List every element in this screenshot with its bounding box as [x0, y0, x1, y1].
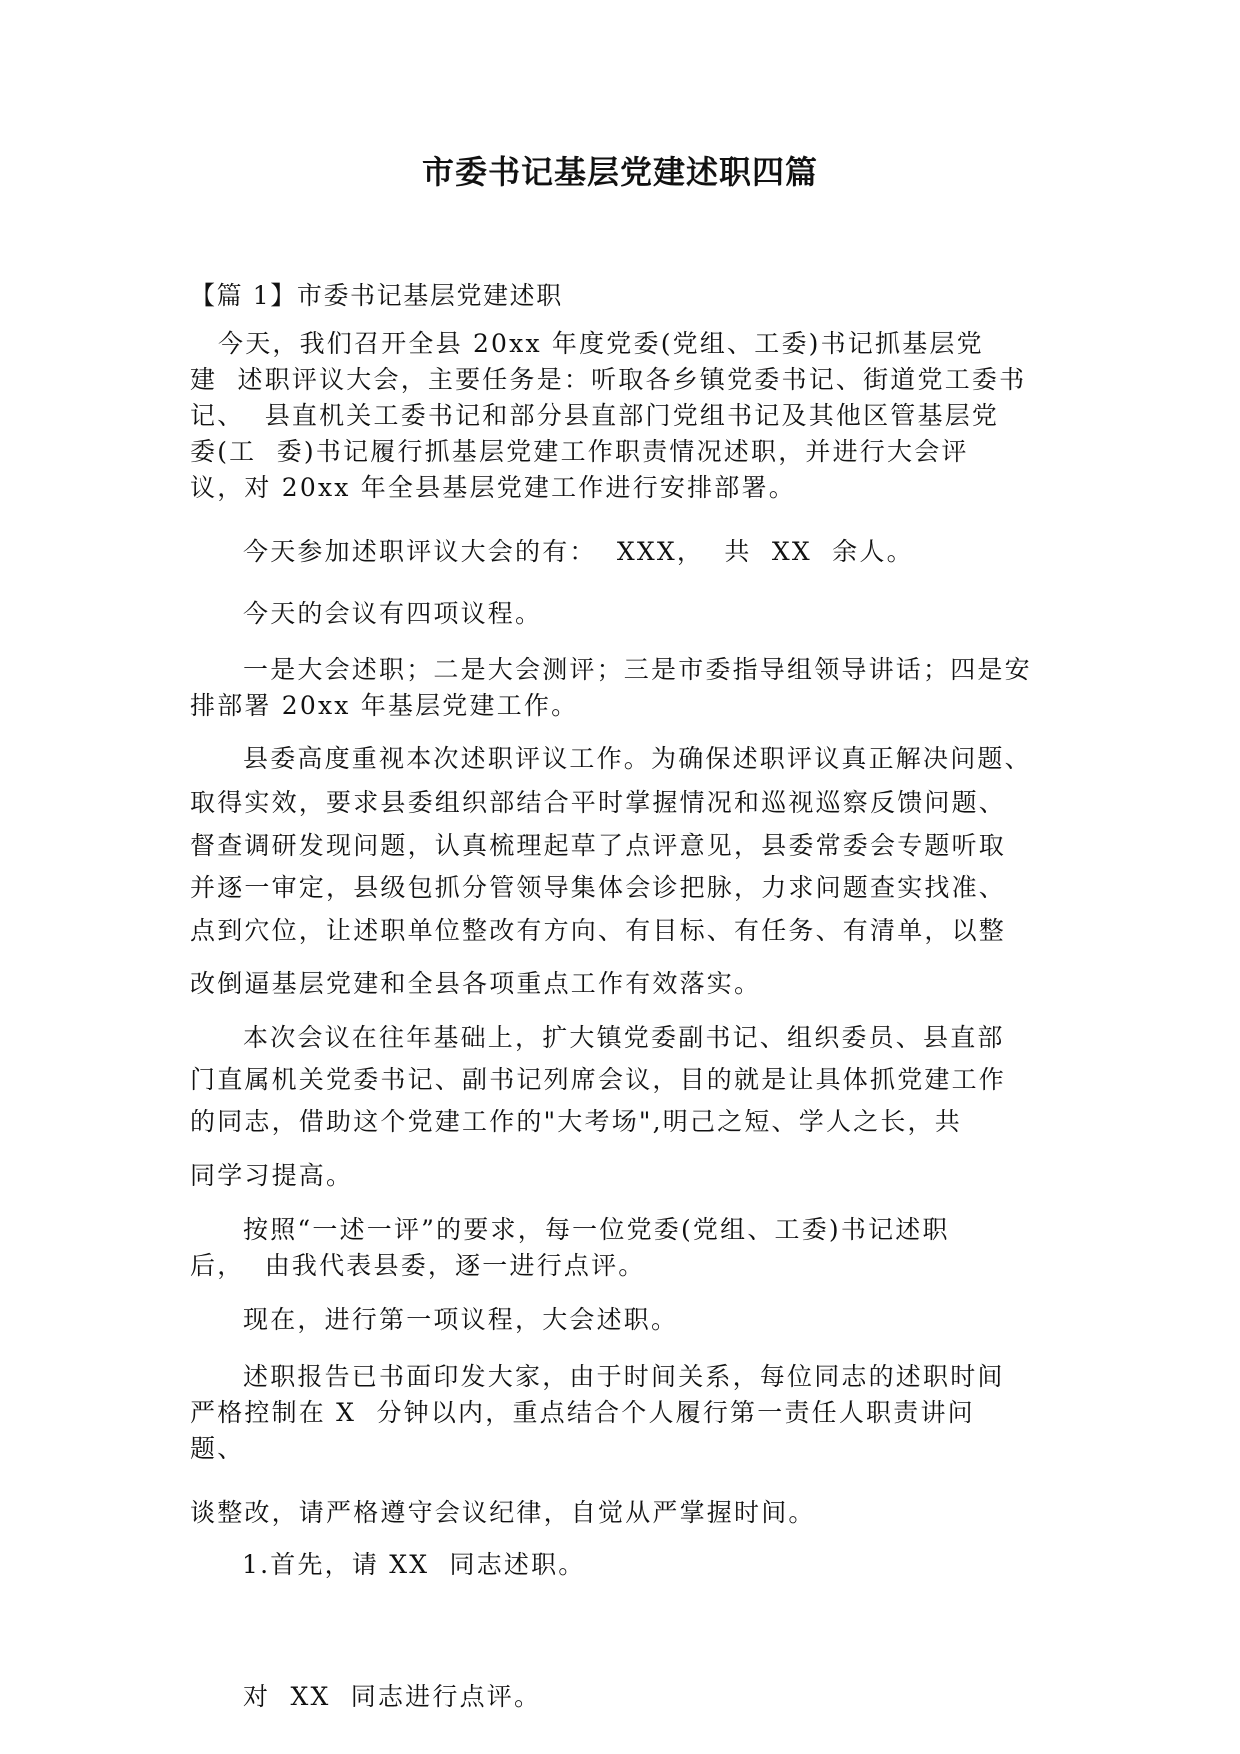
paragraph-line: 的同志，借助这个党建工作的"大考场",明己之短、学人之长，共	[190, 1107, 962, 1136]
paragraph-line: 取得实效，要求县委组织部结合平时掌握情况和巡视巡察反馈问题、	[190, 788, 1007, 817]
paragraph-line: 记、 县直机关工委书记和部分县直部门党组书记及其他区管基层党	[190, 401, 1000, 430]
paragraph-line: 严格控制在 X 分钟以内，重点结合个人履行第一责任人职责讲问	[190, 1398, 975, 1427]
paragraph-line: 同学习提高。	[190, 1161, 354, 1190]
paragraph-line: 县委高度重视本次述职评议工作。为确保述职评议真正解决问题、	[243, 744, 1032, 773]
paragraph-line: 题、	[190, 1434, 245, 1463]
paragraph-line: 议，对 20xx 年全县基层党建工作进行安排部署。	[190, 473, 796, 502]
paragraph-line: 点到穴位，让述职单位整改有方向、有目标、有任务、有清单，以整	[190, 916, 1007, 945]
paragraph-line: 后， 由我代表县委，逐一进行点评。	[190, 1251, 646, 1280]
paragraph-line: 述职报告已书面印发大家，由于时间关系，每位同志的述职时间	[243, 1362, 1005, 1391]
paragraph-line: 今天，我们召开全县 20xx 年度党委(党组、工委)书记抓基层党	[218, 329, 984, 358]
paragraph-line: 门直属机关党委书记、副书记列席会议，目的就是让具体抓党建工作	[190, 1065, 1007, 1094]
paragraph-line: 现在，进行第一项议程，大会述职。	[243, 1305, 679, 1334]
paragraph-line: 按照“一述一评”的要求，每一位党委(党组、工委)书记述职	[243, 1215, 950, 1244]
paragraph-line: 督查调研发现问题，认真梳理起草了点评意见，县委常委会专题听取	[190, 831, 1007, 860]
paragraph-line: 本次会议在往年基础上，扩大镇党委副书记、组织委员、县直部	[243, 1023, 1005, 1052]
section-heading: 【篇 1】市委书记基层党建述职	[190, 281, 563, 310]
paragraph-line: 并逐一审定，县级包抓分管领导集体会诊把脉，力求问题查实找准、	[190, 873, 1007, 902]
paragraph-line: 对 XX 同志进行点评。	[243, 1682, 542, 1711]
paragraph-line: 1.首先，请 XX 同志述职。	[242, 1550, 586, 1579]
paragraph-line: 今天的会议有四项议程。	[243, 599, 543, 628]
paragraph-line: 一是大会述职；二是大会测评；三是市委指导组领导讲话；四是安	[243, 655, 1032, 684]
paragraph-line: 建 述职评议大会，主要任务是：听取各乡镇党委书记、街道党工委书	[190, 365, 1027, 394]
paragraph-line: 今天参加述职评议大会的有： XXX， 共 XX 余人。	[243, 537, 914, 566]
paragraph-line: 排部署 20xx 年基层党建工作。	[190, 691, 579, 720]
paragraph-line: 谈整改，请严格遵守会议纪律，自觉从严掌握时间。	[190, 1498, 816, 1527]
document-title: 市委书记基层党建述职四篇	[421, 153, 818, 191]
paragraph-line: 改倒逼基层党建和全县各项重点工作有效落实。	[190, 969, 762, 998]
paragraph-line: 委(工 委)书记履行抓基层党建工作职责情况述职，并进行大会评	[190, 437, 969, 466]
